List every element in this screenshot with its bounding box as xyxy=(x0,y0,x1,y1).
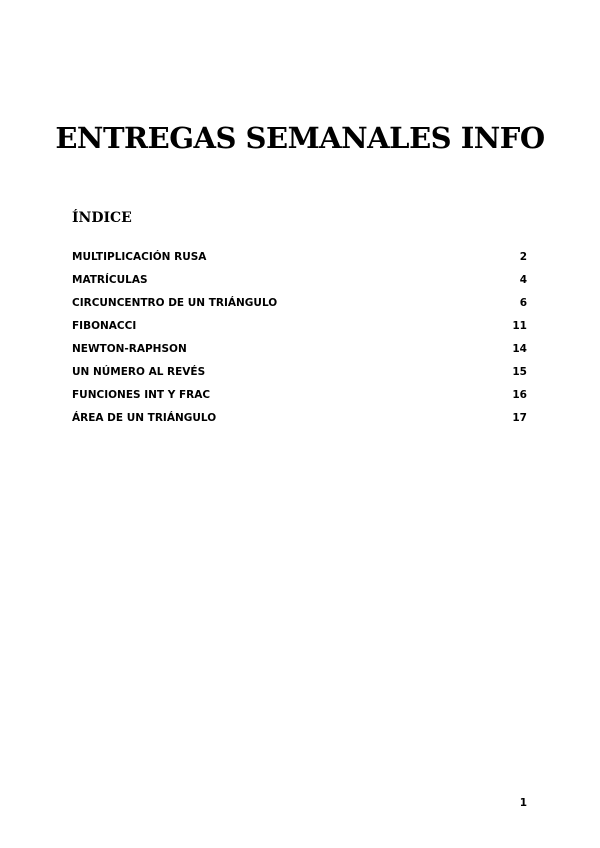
table-of-contents xyxy=(72,249,527,433)
toc-entry-page: 14 xyxy=(512,343,527,355)
toc-entry-label: FUNCIONES INT Y FRAC xyxy=(72,389,211,401)
toc-entry-numero-al-reves[interactable] xyxy=(72,364,527,387)
document-title: ENTREGAS SEMANALES INFO xyxy=(55,121,545,155)
toc-entry-page: 16 xyxy=(512,389,527,401)
toc-entry-label: ÁREA DE UN TRIÁNGULO xyxy=(72,412,217,424)
toc-entry-fibonacci[interactable] xyxy=(72,318,527,341)
toc-entry-area-triangulo[interactable] xyxy=(72,410,527,433)
page-number: 1 xyxy=(519,797,527,809)
toc-entry-label: CIRCUNCENTRO DE UN TRIÁNGULO xyxy=(72,297,278,309)
toc-entry-label: MULTIPLICACIÓN RUSA xyxy=(72,251,207,263)
toc-entry-multiplicacion-rusa[interactable] xyxy=(72,249,527,272)
toc-entry-label: FIBONACCI xyxy=(72,320,137,332)
toc-entry-page: 11 xyxy=(512,320,527,332)
toc-entry-newton-raphson[interactable] xyxy=(72,341,527,364)
toc-entry-page: 6 xyxy=(519,297,527,309)
toc-entry-label: UN NÚMERO AL REVÉS xyxy=(72,366,206,378)
toc-entry-funciones-int-frac[interactable] xyxy=(72,387,527,410)
toc-entry-page: 2 xyxy=(519,251,527,263)
toc-entry-circuncentro[interactable] xyxy=(72,295,527,318)
toc-entry-label: MATRÍCULAS xyxy=(72,274,148,286)
toc-entry-page: 15 xyxy=(512,366,527,378)
toc-entry-page: 17 xyxy=(512,412,527,424)
toc-heading: ÍNDICE xyxy=(72,210,132,226)
toc-entry-matriculas[interactable] xyxy=(72,272,527,295)
toc-entry-label: NEWTON-RAPHSON xyxy=(72,343,187,355)
toc-entry-page: 4 xyxy=(519,274,527,286)
